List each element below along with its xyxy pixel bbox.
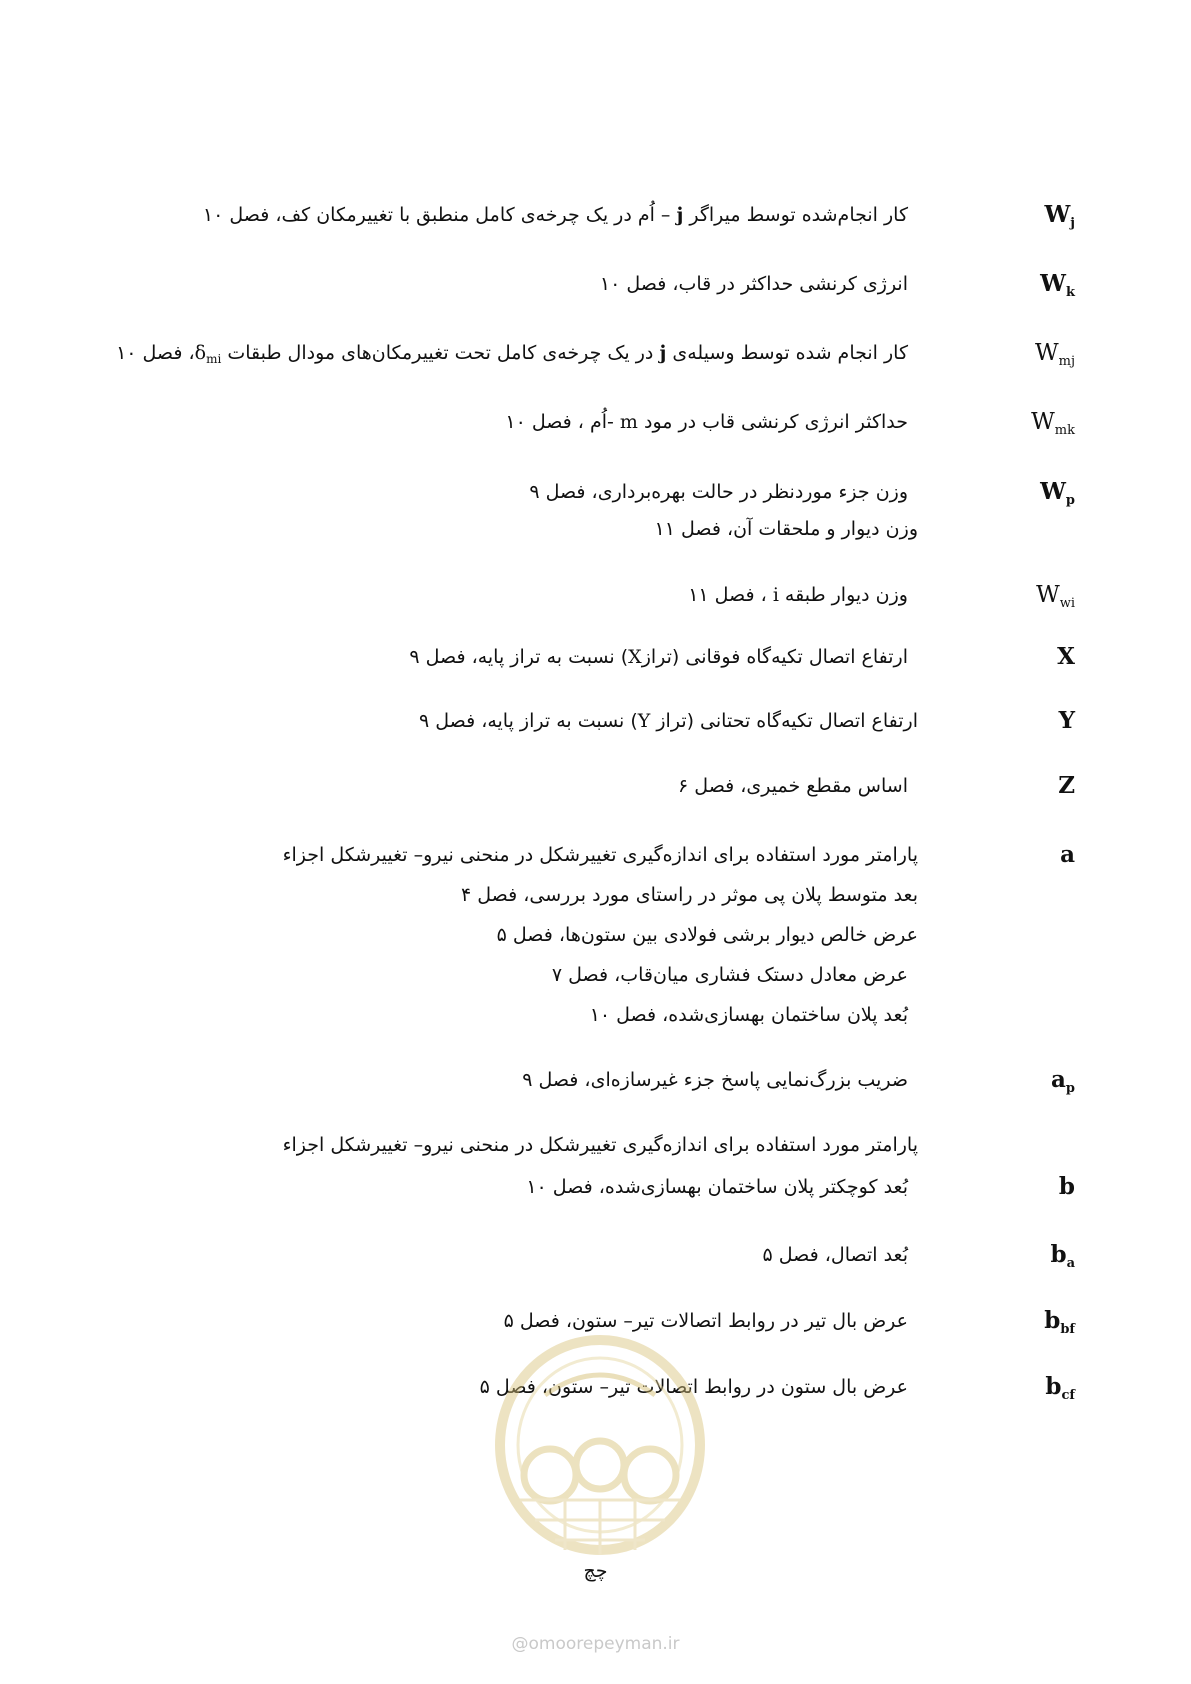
description-line-3: عرض خالص دیوار برشی فولادی بین ستون‌ها، فصل ۵: [496, 924, 918, 946]
description: ارتفاع اتصال تکیه‌گاه تحتانی (تراز Y) نسبت به تراز پایه، فصل ۹: [418, 710, 918, 732]
description: بُعد اتصال، فصل ۵: [762, 1244, 908, 1266]
description: کار انجام‌شده توسط میراگر j – اُم در یک چرخه‌ی کامل منطبق با تغییرمکان کف، فصل ۱۰: [202, 204, 908, 226]
description-line-5: بُعد پلان ساختمان بهسازی‌شده، فصل ۱۰: [589, 1004, 908, 1026]
symbol: $b_{cf}$: [1045, 1373, 1075, 1403]
description-line-1: پارامتر مورد استفاده برای اندازه‌گیری تغییرشکل در منحنی نیرو– تغییرشکل اجزاء: [282, 844, 918, 866]
symbol: $W_{mj}$: [1035, 340, 1075, 369]
description: انرژی کرنشی حداکثر در قاب، فصل ۱۰: [599, 273, 908, 295]
footer-watermark: @omoorepeyman.ir: [511, 1634, 680, 1654]
description: ضریب بزرگ‌نمایی پاسخ جزء غیرسازه‌ای، فصل ۹: [522, 1069, 908, 1091]
symbol: Y: [1058, 707, 1075, 734]
symbol: X: [1057, 643, 1075, 670]
description: عرض بال ستون در روابط اتصالات تیر– ستون، فصل ۵: [479, 1376, 908, 1398]
description: ارتفاع اتصال تکیه‌گاه فوقانی (ترازX) نسبت به تراز پایه، فصل ۹: [409, 646, 908, 668]
page-number: چچ: [583, 1560, 608, 1582]
description-line-1: پارامتر مورد استفاده برای اندازه‌گیری تغییرشکل در منحنی نیرو– تغییرشکل اجزاء: [282, 1134, 918, 1156]
description: اساس مقطع خمیری، فصل ۶: [678, 775, 908, 797]
description-line-2: وزن دیوار و ملحقات آن، فصل ۱۱: [654, 518, 918, 540]
description-line-2: بعد متوسط پلان پی موثر در راستای مورد بررسی، فصل ۴: [460, 884, 918, 906]
symbol: $W_{wi}$: [1036, 582, 1075, 611]
symbol: $W_p$: [1040, 478, 1075, 508]
watermark-stamp-icon: [485, 1325, 715, 1585]
symbol: b: [1058, 1173, 1075, 1200]
description: وزن دیوار طبقه i ، فصل ۱۱: [688, 584, 908, 606]
symbol: $b_a$: [1050, 1241, 1075, 1271]
symbol: $W_j$: [1044, 201, 1075, 231]
description: عرض بال تیر در روابط اتصالات تیر– ستون، فصل ۵: [503, 1310, 908, 1332]
description: کار انجام شده توسط وسیله‌ی j در یک چرخه‌ی کامل تحت تغییرمکان‌های مودال طبقات $\delta_{mi}،$ فصل ۱۰: [116, 342, 908, 366]
symbol: $a_p$: [1051, 1066, 1075, 1096]
description-line-4: عرض معادل دستک فشاری میان‌قاب، فصل ۷: [551, 964, 908, 986]
symbol: $W_k$: [1040, 270, 1075, 300]
symbol: $b_{bf}$: [1044, 1307, 1075, 1337]
description-line-1: وزن جزء موردنظر در حالت بهره‌برداری، فصل ۹: [529, 481, 908, 503]
symbol: Z: [1058, 772, 1075, 799]
description-line-2: بُعد کوچکتر پلان ساختمان بهسازی‌شده، فصل ۱۰: [526, 1176, 908, 1198]
symbol: a: [1060, 841, 1075, 868]
description: حداکثر انرژی کرنشی قاب در مود m -اُم ، فصل ۱۰: [505, 411, 908, 433]
symbol: $W_{mk}$: [1031, 409, 1075, 438]
